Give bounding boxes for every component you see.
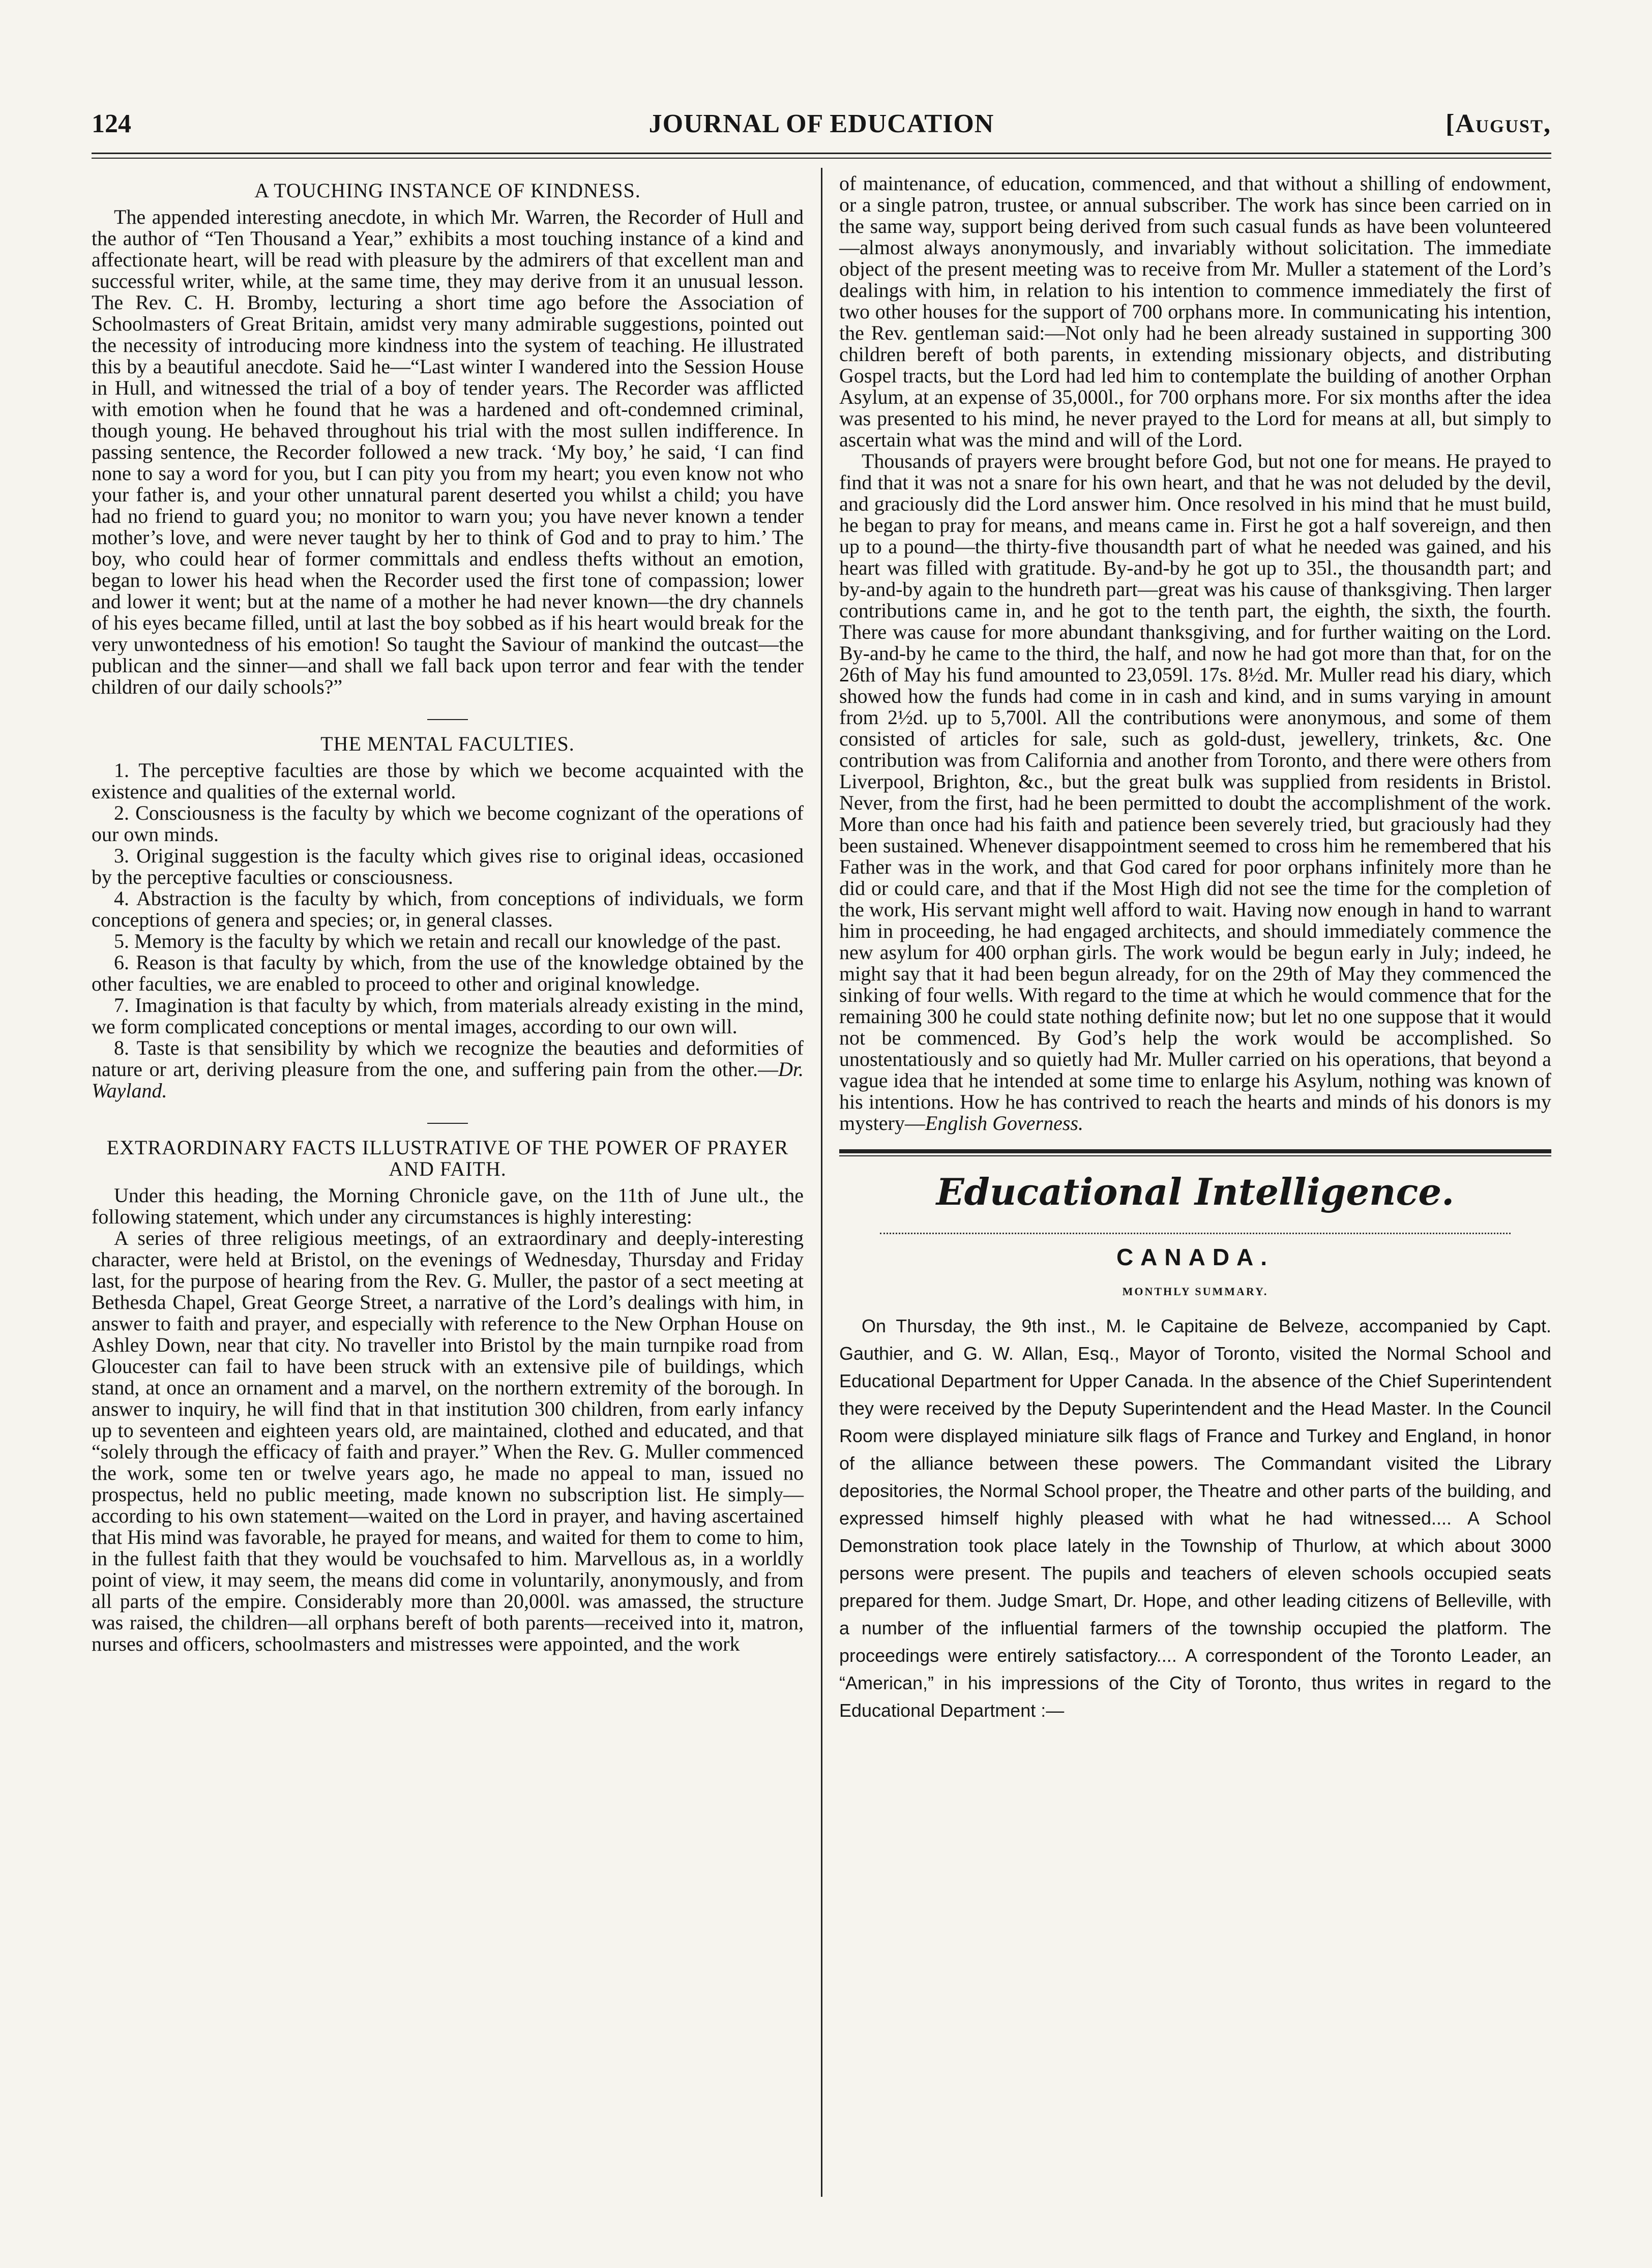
list-item xyxy=(92,1037,804,1101)
journal-title: JOURNAL OF EDUCATION xyxy=(648,109,994,138)
header-rule-thin xyxy=(92,158,1551,159)
ornamental-rule xyxy=(880,1225,1511,1234)
article-byline: Dr. Wayland. xyxy=(92,1058,804,1102)
page-header xyxy=(92,108,1551,148)
list-item-text: 8. Taste is that sensibility by which we recognize the beauties and deformities of nature or art, deriving pleasure from the one, and suffering pain from the other.— xyxy=(92,1036,804,1081)
article-paragraph: A series of three religious meetings, of an extraordinary and deeply-interesting character, were held at Bristol, on the evenings of Wednesday, Thursday and Friday last, for the purpose of hearing from the Rev. G. Muller, the pastor of a sect meeting at Bethesda Chapel, Great George Street, a narrative of the Lord’s dealings with him, in answer to faith and prayer, and especially with reference to the New Orphan House on Ashley Down, near that city. No traveller into Bristol by the main turnpike road from Gloucester can fail to have been struck with an extensive pile of buildings, which stand, at once an ornament and a marvel, on the northern extremity of the borough. In answer to inquiry, he will find that in that institution 300 children, from early infancy up to seventeen and eighteen years old, are maintained, clothed and educated, and that “solely through the efficacy of faith and prayer.” When the Rev. G. Muller commenced the work, some ten or twelve years ago, he made no appeal to man, issued no prospectus, held no public meeting, made known no subscription list. He simply—according to his own statement—waited on the Lord in prayer, and having ascertained that His mind was favorable, he prayed for means, and waited for them to come to him, in the fullest faith that they would be vouchsafed to him. Marvellous as, in a worldly point of view, it may seem, the means did come in voluntarily, anonymously, and from all parts of the empire. Considerably more than 20,000l. was amassed, the structure was raised, the children—all orphans bereft of both parents—received into it, matron, nurses and officers, schoolmasters and mistresses were appointed, and the work xyxy=(92,1227,804,1655)
left-column xyxy=(92,173,804,1655)
article-paragraph: The appended interesting anecdote, in which Mr. Warren, the Recorder of Hull and the author of “Ten Thousand a Year,” exhibits a most touching instance of a kind and affectionate heart, will be read with pleasure by the admirers of that excellent man and successful writer, while, at the same time, they may derive from it an unusual lesson. The Rev. C. H. Bromby, lecturing a short time ago before the Association of Schoolmasters of Great Britain, amidst very many admirable suggestions, pointed out the necessity of introducing more kindness into the system of teaching. He illustrated this by a beautiful anecdote. Said he—“Last winter I wandered into the Session House in Hull, and witnessed the trial of a boy of tender years. The Recorder was afflicted with emotion when he found that he was a hardened and oft-condemned criminal, though young. He behaved throughout his trial with the most sullen indifference. In passing sentence, the Recorder followed a new track. ‘My boy,’ he said, ‘I can find none to say a word for you, but I can pity you from my heart; you even know not who your father is, and your other unnatural parent deserted you whilst a child; you have had no friend to guard you; no monitor to warn you; you have never known a tender mother’s love, and were never taught by her to think of God and to pray to him.’ The boy, who could hear of former committals and endless thefts without an emotion, began to lower his head when the Recorder used the first tone of compassion; lower and lower it went; but at the name of a mother he had never known—the dry channels of his eyes became filled, until at last the boy sobbed as if his heart would break for the very unwontedness of his emotion! So taught the Saviour of mankind the outcast—the publican and the sinner—and shall we fall back upon terror and fear with the tender children of our daily schools?” xyxy=(92,205,804,698)
article-byline: English Governess. xyxy=(925,1112,1083,1135)
list-item: 5. Memory is the faculty by which we retain and recall our knowledge of the past. xyxy=(114,930,781,952)
country-heading: CANADA. xyxy=(1116,1244,1275,1270)
article-title-prayer: EXTRAORDINARY FACTS ILLUSTRATIVE OF THE POWER OF PRAYER AND FAITH. xyxy=(106,1136,789,1180)
article-title-kindness: A TOUCHING INSTANCE OF KINDNESS. xyxy=(254,179,641,202)
list-item: 4. Abstraction is the faculty by which, from conceptions of individuals, we form conceptions of genera and species; or, in general classes. xyxy=(92,887,804,931)
header-rule xyxy=(92,153,1551,154)
page-number: 124 xyxy=(92,109,131,138)
article-paragraph: of maintenance, of education, commenced, and that without a shilling of endowment, or a single patron, trustee, or annual subscriber. The work has since been carried on in the same way, support being derived from such casual funds as have been volunteered—almost always anonymously, and invariably without solicitation. The immediate object of the present meeting was to receive from Mr. Muller a statement of the Lord’s dealings with him, in relation to his intention to commence immediately the first of two other houses for the support of 700 orphans more. In communicating his intention, the Rev. gentleman said:—Not only had he been already sustained in supporting 300 children bereft of both parents, in extending missionary objects, and distributing Gospel tracts, but the Lord had led him to contemplate the building of another Orphan Asylum, at an expense of 35,000l., for 700 orphans more. For six months after the idea was presented to his mind, he never prayed to the Lord for means at all, but simply to ascertain what was the mind and will of the Lord. xyxy=(839,172,1551,451)
column-divider xyxy=(821,168,822,2197)
issue-month: [August, xyxy=(1446,109,1551,138)
summary-paragraph: On Thursday, the 9th inst., M. le Capitaine de Belveze, accompanied by Capt. Gauthier, and G. W. Allan, Esq., Mayor of Toronto, visited the Normal School and Educational Department for Upper Canada. In the absence of the Chief Superintendent they were received by the Deputy Superintendent and the Head Master. In the Council Room were displayed miniature silk flags of France and Turkey and England, in honor of the alliance between these powers. The Commandant visited the Library depositories, the Normal School proper, the Theatre and other parts of the building, and expressed himself highly pleased with what he had witnessed.... A School Demonstration took place lately in the Township of Thurlow, at which about 3000 persons were present. The pupils and teachers of eleven schools occupied seats prepared for them. Judge Smart, Dr. Hope, and other leading citizens of Belleville, with a number of the influential farmers of the township occupied the platform. The proceedings were entirely satisfactory.... A correspondent of the Toronto Leader, an “American,” in his impressions of the City of Toronto, thus writes in regard to the Educational Department :— xyxy=(839,1316,1551,1721)
list-item: 6. Reason is that faculty by which, from the use of the knowledge obtained by the other faculties, we are enabled to proceed to other and original knowledge. xyxy=(92,951,804,995)
paragraph-text: Thousands of prayers were brought before God, but not one for means. He prayed to find that it was not a snare for his own heart, and that he was not deluded by the devil, and graciously did the Lord answer him. Once resolved in his mind that he must build, he began to pray for means, and means came in. First he got a half sovereign, and then up to a pound—the thirty-five thousandth part of what he needed was gained, and his heart was filled with gratitude. By-and-by he got up to 35l., the thousandth part; and by-and-by again to the hundreth part—great was his cause of thanksgiving. Then larger contributions came in, and he got to the tenth part, the eighth, the sixth, the fourth. There was cause for more abundant thanksgiving, and for further waiting on the Lord. By-and-by he came to the third, the half, and now he had got more than that, for on the 26th of May his fund amounted to 23,059l. 17s. 8½d. Mr. Muller read his diary, which showed how the funds had come in in cash and kind, and in sums varying in amount from 2½d. up to 5,700l. All the contributions were anonymous, and some of them consisted of articles for sale, such as gold-dust, jewellery, trinkets, &c. One contribution was from California and another from Toronto, and there were others from Liverpool, Brighton, &c., but the great bulk was supplied from residents in Bristol. Never, from the first, had he been permitted to doubt the accomplishment of the work. More than once had his faith and patience been severely tried, but graciously had they been sustained. Whenever disappointment seemed to cross him he remembered that his Father was in the work, and that God cared for poor orphans infinitely more than he did or could care, and that if the Most High did not see the time for the completion of the work, His servant might well afford to wait. Having now enough in hand to warrant him in proceeding, he had engaged architects, and should immediately commence the new asylum for 400 orphan girls. The work would be begun early in July; indeed, he might say that it had been begun already, for on the 29th of May they commenced the sinking of four wells. With regard to the time at which he would commence that for the remaining 300 he could state nothing definite now; but let no one suppose that it would not be commenced. By God’s help the work would be accomplished. So unostentatiously and so quietly had Mr. Muller carried on his operations, that beyond a vague idea that he intended at some time to enlarge his Asylum, nothing was known of his intentions. How he has contrived to reach the hearts and minds of his donors is my mystery— xyxy=(839,450,1551,1135)
article-paragraph xyxy=(839,451,1551,1134)
section-divider-thin xyxy=(839,1155,1551,1156)
right-column xyxy=(839,173,1551,1724)
article-separator xyxy=(427,719,468,720)
article-title-faculties: THE MENTAL FACULTIES. xyxy=(320,732,575,755)
section-title: Educational Intelligence. xyxy=(936,1170,1455,1213)
list-item: 2. Consciousness is the faculty by which we become cognizant of the operations of our own minds. xyxy=(92,801,804,846)
summary-label: MONTHLY SUMMARY. xyxy=(1122,1285,1268,1298)
article-separator xyxy=(427,1123,468,1124)
list-item: 3. Original suggestion is the faculty which gives rise to original ideas, occasioned by the perceptive faculties or consciousness. xyxy=(92,844,804,888)
list-item: 1. The perceptive faculties are those by which we become acquainted with the existence and qualities of the external world. xyxy=(92,759,804,803)
section-divider xyxy=(839,1149,1551,1153)
list-item: 7. Imagination is that faculty by which, from materials already existing in the mind, we form complicated conceptions or mental images, according to our own will. xyxy=(92,994,804,1038)
article-paragraph: Under this heading, the Morning Chronicle gave, on the 11th of June ult., the following statement, which under any circumstances is highly interesting: xyxy=(92,1184,804,1228)
